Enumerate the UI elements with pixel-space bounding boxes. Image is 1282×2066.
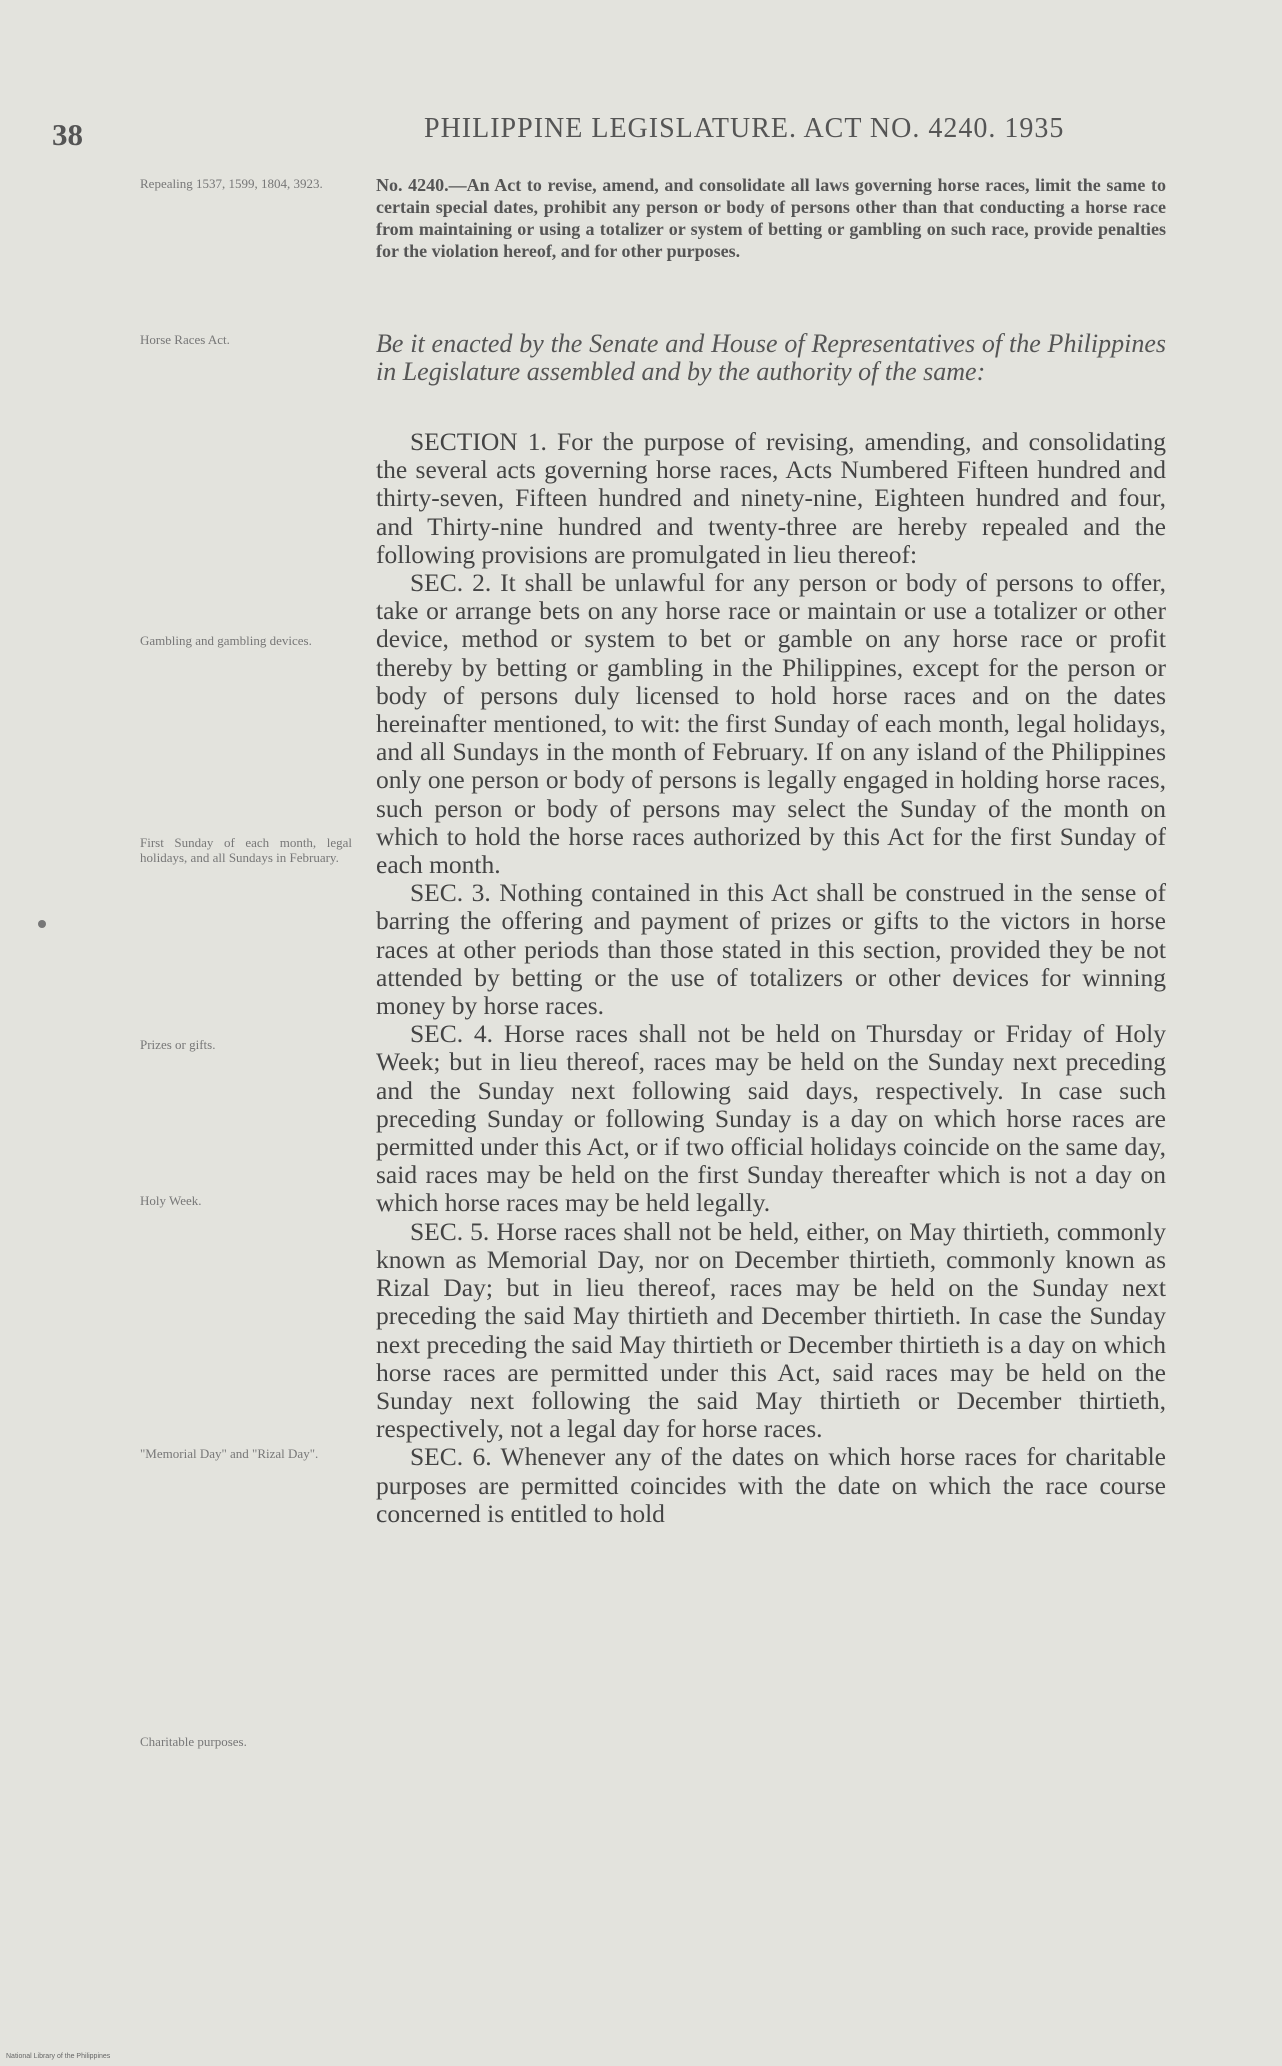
section-text: Horse races shall not be held on Thursday or Friday of Holy Week; but in lieu thereof, races may be held on the Sunday next preceding and the Sunday next following said days, respectively. In case such preceding Sunday or following Sunday is a day on which horse races are permitted under this Act, or if two official holidays coincide on the same day, said races may be held on the first Sunday thereafter which is not a day on which horse races may be held legally.: [376, 1019, 1166, 1218]
act-body: [376, 428, 1166, 1528]
running-title: PHILIPPINE LEGISLATURE. ACT NO. 4240. 1935: [424, 113, 1065, 144]
section-text: Whenever any of the dates on which horse races for charitable purposes are permitted coincides with the date on which the race course concerned is entitled to hold: [376, 1442, 1166, 1528]
section-5: [376, 1218, 1166, 1444]
margin-note-first-sunday: First Sunday of each month, legal holidays, and all Sundays in February.: [140, 835, 352, 865]
act-title: [376, 174, 1166, 262]
page-number: 38: [52, 117, 83, 152]
act-title-text: —An Act to revise, amend, and consolidate all laws governing horse races, limit the same to certain special dates, prohibit any person or body of persons other than that conducting a horse race from maintaining or using a totalizer or system of betting or gambling on such race, provide penalties for the violation hereof, and for other purposes.: [376, 175, 1166, 261]
margin-note-memorial-rizal: "Memorial Day" and "Rizal Day".: [140, 1446, 319, 1461]
margin-note-holy-week: Holy Week.: [140, 1193, 202, 1208]
scan-footer: National Library of the Philippines: [6, 2053, 111, 2060]
section-label: SEC. 2.: [410, 568, 492, 598]
section-text: Horse races shall not be held, either, on May thirtieth, commonly known as Memorial Day, nor on December thirtieth, commonly known as Rizal Day; but in lieu thereof, races may be held on the Sunday next preceding the said May thirtieth and December thirtieth. In case the Sunday next preceding the said May thirtieth or December thirtieth is a day on which horse races are permitted under this Act, said races may be held on the Sunday next following the said May thirtieth or December thirtieth, respectively, not a legal day for horse races.: [376, 1216, 1166, 1444]
section-text: For the purpose of revising, amending, and consolidating the several acts governing horse races, Acts Numbered Fifteen hundred and thirty-seven, Fifteen hundred and ninety-nine, Eighteen hundred and four, and Thirty-nine hundred and twenty-three are hereby repealed and the following provisions are promulgated in lieu thereof:: [376, 427, 1166, 569]
margin-note-horse-races-act: Horse Races Act.: [140, 332, 230, 347]
section-3: [376, 879, 1166, 1020]
enacting-clause: Be it enacted by the Senate and House of Representatives of the Philippines in Legislature assembled and by the authority of the same:: [376, 329, 1166, 386]
margin-note-gambling: Gambling and gambling devices.: [140, 633, 312, 648]
act-number: No. 4240.: [376, 175, 449, 195]
section-label: SEC. 3.: [410, 878, 491, 908]
margin-note-charitable: Charitable purposes.: [140, 1734, 247, 1749]
section-6: [376, 1443, 1166, 1528]
ink-smudge: [38, 920, 46, 928]
section-text: It shall be unlawful for any person or body of persons to offer, take or arrange bets on any horse race or maintain or use a totalizer or other device, method or system to bet or gamble on any horse race or profit thereby by betting or gambling in the Philippines, except for the person or body of persons duly licensed to hold horse races and on the dates hereinafter mentioned, to wit: the first Sunday of each month, legal holidays, and all Sundays in the month of February. If on any island of the Philippines only one person or body of persons is legally engaged in holding horse races, such person or body of persons may select the Sunday of the month on which to hold the horse races authorized by this Act for the first Sunday of each month.: [376, 568, 1166, 880]
margin-note-repealing: Repealing 1537, 1599, 1804, 3923.: [140, 176, 323, 191]
margin-note-prizes: Prizes or gifts.: [140, 1037, 216, 1052]
section-2: [376, 569, 1166, 879]
section-text: Nothing contained in this Act shall be construed in the sense of barring the offering and payment of prizes or gifts to the victors in horse races at other periods than those stated in this section, provided they be not attended by betting or the use of totalizers or other devices for winning money by horse races.: [376, 878, 1166, 1021]
section-label: SEC. 6.: [410, 1442, 492, 1472]
section-1: [376, 428, 1166, 569]
section-label: SECTION 1.: [410, 427, 547, 456]
section-label: SEC. 5.: [410, 1216, 490, 1246]
section-label: SEC. 4.: [410, 1019, 494, 1049]
section-4: [376, 1020, 1166, 1217]
